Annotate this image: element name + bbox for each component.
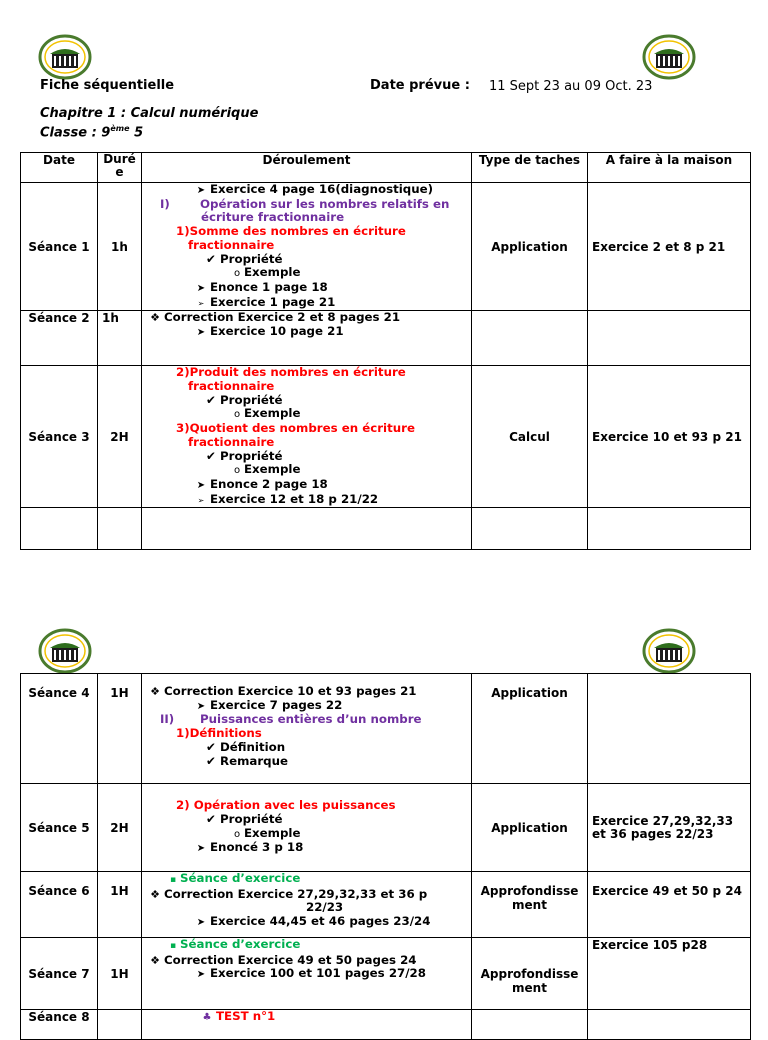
cell-maison: Exercice 2 et 8 p 21 xyxy=(588,183,751,311)
deroulement-text: Exemple xyxy=(244,265,301,280)
deroulement-text: Propriété xyxy=(220,251,283,266)
deroulement-line xyxy=(146,1010,467,1025)
deroulement-line xyxy=(146,699,467,714)
deroulement-text: fractionnaire xyxy=(188,379,275,394)
col-header-date: Date xyxy=(21,153,98,183)
arrow-bullet-icon: ➤ xyxy=(196,700,206,712)
deroulement-line xyxy=(146,311,467,325)
deroulement-line xyxy=(146,967,467,982)
cell-date xyxy=(21,508,98,550)
cell-type-line-2: ment xyxy=(512,981,547,995)
deroulement-line xyxy=(146,366,467,380)
deroulement-line xyxy=(146,198,467,212)
circle-bullet-icon: o xyxy=(233,268,241,280)
small-arrow-bullet-icon: ➢ xyxy=(197,495,205,505)
cell-duree: 1h xyxy=(98,183,142,311)
diamond-bullet-icon: ❖ xyxy=(150,311,160,325)
cell-date: Séance 2 xyxy=(21,311,98,366)
deroulement-text: Exercice 44,45 et 46 pages 23/24 xyxy=(210,914,431,929)
school-logo-right-2 xyxy=(642,628,696,672)
class-suffix: 5 xyxy=(129,125,144,141)
cell-maison-line-1: Exercice 27,29,32,33 xyxy=(592,813,734,828)
cell-deroulement xyxy=(142,784,472,872)
cell-maison xyxy=(588,674,751,784)
col-header-maison: A faire à la maison xyxy=(588,153,751,183)
deroulement-text: Puissances entières d’un nombre xyxy=(200,712,422,727)
cell-type-line-2: ment xyxy=(512,898,547,912)
deroulement-line xyxy=(146,325,467,340)
cell-type: Application xyxy=(472,183,588,311)
cell-type: Application xyxy=(472,674,588,784)
cell-deroulement xyxy=(142,311,472,366)
cell-type xyxy=(472,508,588,550)
deroulement-text: Exercice 100 et 101 pages 27/28 xyxy=(210,966,426,981)
deroulement-line xyxy=(146,888,467,902)
deroulement-text: Propriété xyxy=(220,811,283,826)
cell-maison xyxy=(588,784,751,872)
table-row xyxy=(21,674,751,784)
deroulement-text: Exercice 12 et 18 p 21/22 xyxy=(210,491,379,506)
checkmark-icon: ✔ xyxy=(206,739,216,754)
checkmark-icon: ✔ xyxy=(206,811,216,826)
deroulement-line xyxy=(146,478,467,493)
arrow-bullet-icon: ➤ xyxy=(196,479,206,491)
cell-maison: Exercice 105 p28 xyxy=(588,938,751,1010)
deroulement-line xyxy=(146,422,467,436)
school-logo-left-2 xyxy=(38,628,92,672)
deroulement-line xyxy=(146,394,467,408)
deroulement-line xyxy=(146,225,467,239)
diamond-bullet-icon: ❖ xyxy=(150,685,160,698)
club-bullet-icon: ♣ xyxy=(202,1012,212,1023)
deroulement-text: Correction Exercice 2 et 8 pages 21 xyxy=(164,310,401,325)
deroulement-line xyxy=(146,872,467,888)
deroulement-line xyxy=(146,741,467,755)
col-header-duree-1: Duré xyxy=(103,152,136,166)
arrow-bullet-icon: ➤ xyxy=(196,185,206,196)
cell-maison-line-2: et 36 pages 22/23 xyxy=(592,826,714,841)
class-prefix: Classe : 9 xyxy=(40,125,111,141)
cell-type xyxy=(472,872,588,938)
table-row xyxy=(21,872,751,938)
cell-duree xyxy=(98,1010,142,1040)
checkmark-icon: ✔ xyxy=(206,753,216,768)
deroulement-line xyxy=(146,463,467,478)
deroulement-text: Correction Exercice 27,29,32,33 et 36 p xyxy=(164,886,428,901)
deroulement-text: Séance d’exercice xyxy=(180,937,301,951)
class-sup: ème xyxy=(110,124,130,133)
arrow-bullet-icon: ➤ xyxy=(196,327,206,339)
deroulement-line xyxy=(146,296,467,311)
deroulement-text: 22/23 xyxy=(306,900,344,915)
cell-type xyxy=(472,1010,588,1040)
cell-deroulement xyxy=(142,938,472,1010)
deroulement-line xyxy=(146,493,467,508)
deroulement-text: 3)Quotient des nombres en écriture xyxy=(176,421,415,436)
cell-duree: 2H xyxy=(98,784,142,872)
deroulement-text: fractionnaire xyxy=(188,237,275,252)
deroulement-line xyxy=(146,813,467,827)
deroulement-text: Propriété xyxy=(220,392,283,407)
col-header-deroulement: Déroulement xyxy=(142,153,472,183)
cell-deroulement xyxy=(142,872,472,938)
deroulement-text: Exemple xyxy=(244,825,301,840)
deroulement-line xyxy=(146,685,467,699)
deroulement-text: Exemple xyxy=(244,406,301,421)
school-logo-left xyxy=(38,34,92,78)
cell-type: Application xyxy=(472,784,588,872)
deroulement-text: Remarque xyxy=(220,753,288,768)
cell-date: Séance 6 xyxy=(21,872,98,938)
deroulement-line xyxy=(146,407,467,422)
deroulement-text: Enonce 2 page 18 xyxy=(210,476,328,491)
deroulement-line xyxy=(146,799,467,813)
deroulement-line xyxy=(146,436,467,450)
deroulement-line xyxy=(146,901,467,915)
deroulement-text: Propriété xyxy=(220,448,283,463)
deroulement-line xyxy=(146,253,467,267)
cell-deroulement xyxy=(142,183,472,311)
deroulement-line xyxy=(146,755,467,769)
cell-maison xyxy=(588,1010,751,1040)
deroulement-line xyxy=(146,281,467,296)
deroulement-text: fractionnaire xyxy=(188,434,275,449)
roman-numeral: I) xyxy=(160,196,170,211)
table-row xyxy=(21,311,751,366)
table-row xyxy=(21,938,751,1010)
cell-duree xyxy=(98,508,142,550)
arrow-bullet-icon: ➤ xyxy=(196,917,206,929)
table-row xyxy=(21,508,751,550)
checkmark-icon: ✔ xyxy=(206,251,216,266)
circle-bullet-icon: o xyxy=(233,828,241,840)
deroulement-text: 1)Définitions xyxy=(176,726,262,741)
deroulement-text: Exercice 4 page 16(diagnostique) xyxy=(210,182,434,196)
cell-deroulement xyxy=(142,1010,472,1040)
col-header-type: Type de taches xyxy=(472,153,588,183)
deroulement-text: Enoncé 3 p 18 xyxy=(210,840,304,855)
cell-deroulement xyxy=(142,508,472,550)
table-row xyxy=(21,1010,751,1040)
checkmark-icon: ✔ xyxy=(206,392,216,407)
cell-date: Séance 3 xyxy=(21,366,98,508)
cell-maison xyxy=(588,311,751,366)
small-arrow-bullet-icon: ➢ xyxy=(197,298,205,308)
sheet-title: Fiche séquentielle xyxy=(40,78,175,93)
square-bullet-icon: ▪ xyxy=(169,875,177,885)
deroulement-text: Exercice 1 page 21 xyxy=(210,294,336,309)
deroulement-line xyxy=(146,727,467,741)
school-emblem-icon xyxy=(642,628,696,674)
deroulement-text: écriture fractionnaire xyxy=(201,210,345,225)
deroulement-line xyxy=(146,915,467,930)
deroulement-line xyxy=(146,450,467,464)
diamond-bullet-icon: ❖ xyxy=(150,887,160,901)
col-header-duree-2: e xyxy=(115,165,124,179)
cell-date: Séance 4 xyxy=(21,674,98,784)
date-value: 11 Sept 23 au 09 Oct. 23 xyxy=(489,79,653,94)
school-emblem-icon xyxy=(38,34,92,80)
deroulement-line xyxy=(146,239,467,253)
cell-deroulement xyxy=(142,674,472,784)
chapter-title: Chapitre 1 : Calcul numérique xyxy=(40,106,259,121)
cell-type-line-1: Approfondisse xyxy=(480,967,579,981)
school-emblem-icon xyxy=(38,628,92,674)
cell-duree: 2H xyxy=(98,366,142,508)
deroulement-line xyxy=(146,841,467,856)
deroulement-line xyxy=(146,183,467,198)
table-row xyxy=(21,183,751,311)
cell-maison: Exercice 49 et 50 p 24 xyxy=(588,872,751,938)
arrow-bullet-icon: ➤ xyxy=(196,843,206,855)
schedule-table-1 xyxy=(20,152,751,550)
deroulement-text: Correction Exercice 49 et 50 pages 24 xyxy=(164,952,417,967)
deroulement-text: 1)Somme des nombres en écriture xyxy=(176,224,406,239)
roman-numeral: II) xyxy=(160,712,175,727)
date-label: Date prévue : xyxy=(370,78,470,93)
deroulement-text: Exercice 10 page 21 xyxy=(210,324,344,339)
deroulement-text: Exemple xyxy=(244,462,301,477)
circle-bullet-icon: o xyxy=(233,465,241,477)
cell-type-line-1: Approfondisse xyxy=(480,884,579,898)
cell-deroulement xyxy=(142,366,472,508)
cell-type xyxy=(472,311,588,366)
cell-date: Séance 1 xyxy=(21,183,98,311)
cell-date: Séance 7 xyxy=(21,938,98,1010)
cell-maison: Exercice 10 et 93 p 21 xyxy=(588,366,751,508)
deroulement-text: Exercice 7 pages 22 xyxy=(210,697,343,712)
deroulement-text: Séance d’exercice xyxy=(180,871,301,885)
table-row xyxy=(21,784,751,872)
deroulement-line xyxy=(146,266,467,281)
deroulement-text: Correction Exercice 10 et 93 pages 21 xyxy=(164,684,417,698)
cell-duree: 1H xyxy=(98,674,142,784)
deroulement-text: Définition xyxy=(220,739,286,754)
deroulement-line xyxy=(146,938,467,954)
deroulement-line xyxy=(146,827,467,842)
school-logo-right xyxy=(642,34,696,78)
checkmark-icon: ✔ xyxy=(206,448,216,463)
deroulement-text: Enonce 1 page 18 xyxy=(210,279,328,294)
cell-date: Séance 8 xyxy=(21,1010,98,1040)
schedule-table-2 xyxy=(20,673,751,1040)
cell-maison xyxy=(588,508,751,550)
square-bullet-icon: ▪ xyxy=(169,941,177,951)
deroulement-text: 2) Opération avec les puissances xyxy=(176,798,396,813)
cell-type: Calcul xyxy=(472,366,588,508)
cell-type xyxy=(472,938,588,1010)
deroulement-line xyxy=(146,211,467,225)
arrow-bullet-icon: ➤ xyxy=(196,282,206,294)
table-row xyxy=(21,366,751,508)
class-label xyxy=(40,124,143,140)
cell-duree: 1H xyxy=(98,872,142,938)
col-header-duree xyxy=(98,153,142,183)
deroulement-line xyxy=(146,380,467,394)
school-emblem-icon xyxy=(642,34,696,80)
cell-duree: 1h xyxy=(98,311,142,366)
deroulement-text: Opération sur les nombres relatifs en xyxy=(200,196,450,211)
cell-date: Séance 5 xyxy=(21,784,98,872)
diamond-bullet-icon: ❖ xyxy=(150,953,160,967)
circle-bullet-icon: o xyxy=(233,409,241,421)
deroulement-line xyxy=(146,713,467,727)
cell-duree: 1H xyxy=(98,938,142,1010)
deroulement-text: 2)Produit des nombres en écriture xyxy=(176,365,406,380)
deroulement-line xyxy=(146,954,467,968)
arrow-bullet-icon: ➤ xyxy=(196,969,206,981)
deroulement-text: TEST n°1 xyxy=(216,1009,276,1023)
